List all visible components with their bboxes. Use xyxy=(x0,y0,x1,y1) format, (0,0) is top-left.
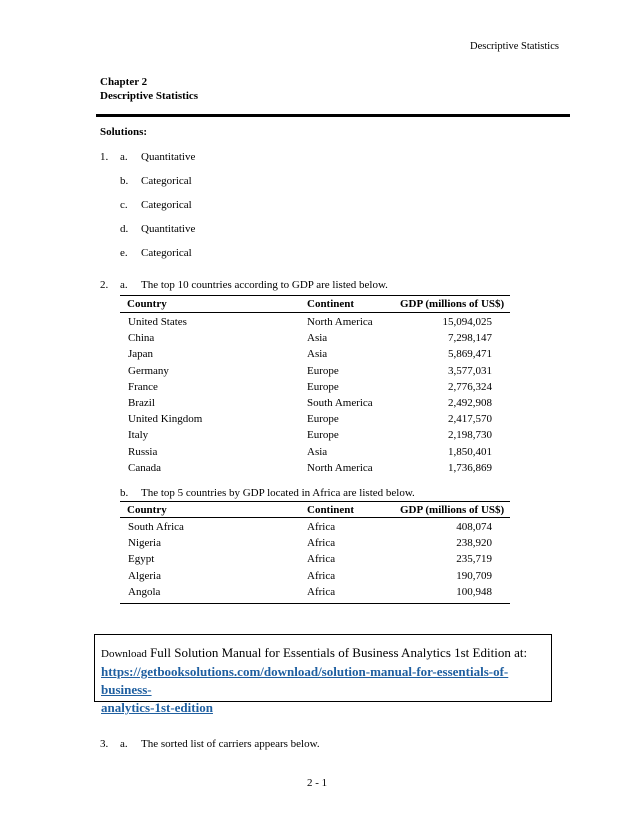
table-header-rule xyxy=(120,517,510,518)
cell-country: South Africa xyxy=(128,521,184,533)
q1-item-letter: d. xyxy=(120,223,129,235)
cell-gdp: 1,736,869 xyxy=(448,461,492,474)
table-top-rule xyxy=(120,295,510,296)
table-header-gdp: GDP (millions of US$) xyxy=(400,504,505,516)
cell-continent: Asia xyxy=(307,445,328,458)
q1-item-text: Categorical xyxy=(141,175,192,187)
cell-country: Japan xyxy=(128,348,154,361)
cell-gdp: 2,198,730 xyxy=(448,429,492,442)
cell-gdp: 190,709 xyxy=(456,569,492,582)
chapter-title: Descriptive Statistics xyxy=(100,90,199,102)
table-top-rule xyxy=(120,501,510,502)
cell-continent: Africa xyxy=(307,585,336,598)
cell-country: Germany xyxy=(128,364,169,377)
cell-continent: Africa xyxy=(307,569,336,582)
q1-item-text: Quantitative xyxy=(141,151,196,163)
cell-country: Italy xyxy=(128,429,149,442)
cell-gdp: 1,850,401 xyxy=(448,445,492,458)
download-prefix: Download xyxy=(101,648,147,660)
chapter-number: Chapter 2 xyxy=(100,76,148,88)
cell-country: Russia xyxy=(128,445,158,458)
q1-item-letter: c. xyxy=(120,199,128,211)
q3a-letter: a. xyxy=(120,738,128,750)
cell-continent: Africa xyxy=(307,553,336,566)
cell-country: Angola xyxy=(128,585,161,598)
cell-continent: Africa xyxy=(307,537,336,550)
cell-gdp: 7,298,147 xyxy=(448,332,492,345)
download-link[interactable] xyxy=(101,664,508,715)
table-header-country: Country xyxy=(127,298,167,310)
cell-country: Algeria xyxy=(128,569,161,582)
table-header-continent: Continent xyxy=(307,504,355,516)
q3a-text: The sorted list of carriers appears below. xyxy=(141,738,320,750)
cell-country: Nigeria xyxy=(128,537,161,550)
cell-gdp: 235,719 xyxy=(456,553,492,566)
solutions-heading: Solutions: xyxy=(100,126,148,138)
cell-continent: South America xyxy=(307,397,373,409)
download-banner-text xyxy=(101,644,547,663)
table-header-rule xyxy=(120,312,510,313)
cell-gdp: 3,577,031 xyxy=(448,364,492,377)
download-banner xyxy=(94,634,552,715)
cell-gdp: 2,776,324 xyxy=(448,380,492,393)
cell-gdp: 2,492,908 xyxy=(448,397,492,409)
cell-continent: Africa xyxy=(307,521,336,533)
cell-country: Canada xyxy=(128,461,161,474)
cell-country: Brazil xyxy=(128,397,155,409)
cell-gdp: 408,074 xyxy=(456,521,492,533)
cell-gdp: 100,948 xyxy=(456,585,492,598)
q1-item-letter: b. xyxy=(120,175,129,187)
download-link-line1[interactable]: https://getbooksolutions.com/download/solution-manual-for-essentials-of-business- xyxy=(101,664,509,697)
q2b-text: The top 5 countries by GDP located in Africa are listed below. xyxy=(141,487,415,499)
q1-number: 1. xyxy=(100,151,109,163)
download-link-line2[interactable]: analytics-1st-edition xyxy=(101,700,213,715)
q2a-letter: a. xyxy=(120,279,128,291)
running-header: Descriptive Statistics xyxy=(470,41,559,52)
cell-country: France xyxy=(128,380,158,393)
page-number: 2 - 1 xyxy=(307,777,328,789)
cell-gdp: 5,869,471 xyxy=(448,348,492,361)
cell-country: United States xyxy=(128,316,187,328)
q2b-letter: b. xyxy=(120,487,129,499)
cell-continent: Europe xyxy=(307,429,339,442)
cell-country: Egypt xyxy=(128,553,155,566)
cell-country: China xyxy=(128,332,155,345)
q1-item-text: Categorical xyxy=(141,247,192,259)
download-message: Full Solution Manual for Essentials of Business Analytics 1st Edition at: xyxy=(146,645,528,660)
chapter-rule xyxy=(96,114,570,117)
table-header-country: Country xyxy=(127,504,167,516)
table-header-continent: Continent xyxy=(307,298,355,310)
cell-gdp: 2,417,570 xyxy=(448,413,492,426)
cell-continent: Europe xyxy=(307,364,339,377)
cell-gdp: 15,094,025 xyxy=(442,316,492,328)
q3-number: 3. xyxy=(100,738,109,750)
cell-continent: North America xyxy=(307,461,373,474)
q2a-text: The top 10 countries according to GDP are listed below. xyxy=(141,279,388,291)
cell-country: United Kingdom xyxy=(128,413,203,426)
q2-number: 2. xyxy=(100,279,109,291)
cell-continent: Asia xyxy=(307,332,328,345)
q1-item-letter: a. xyxy=(120,151,128,163)
cell-gdp: 238,920 xyxy=(456,537,492,550)
q1-item-letter: e. xyxy=(120,247,128,259)
table-bottom-rule xyxy=(120,603,510,604)
cell-continent: Asia xyxy=(307,348,328,361)
q1-item-text: Quantitative xyxy=(141,223,196,235)
table-header-gdp: GDP (millions of US$) xyxy=(400,298,505,310)
cell-continent: Europe xyxy=(307,380,339,393)
cell-continent: Europe xyxy=(307,413,339,426)
cell-continent: North America xyxy=(307,316,373,328)
q1-item-text: Categorical xyxy=(141,199,192,211)
